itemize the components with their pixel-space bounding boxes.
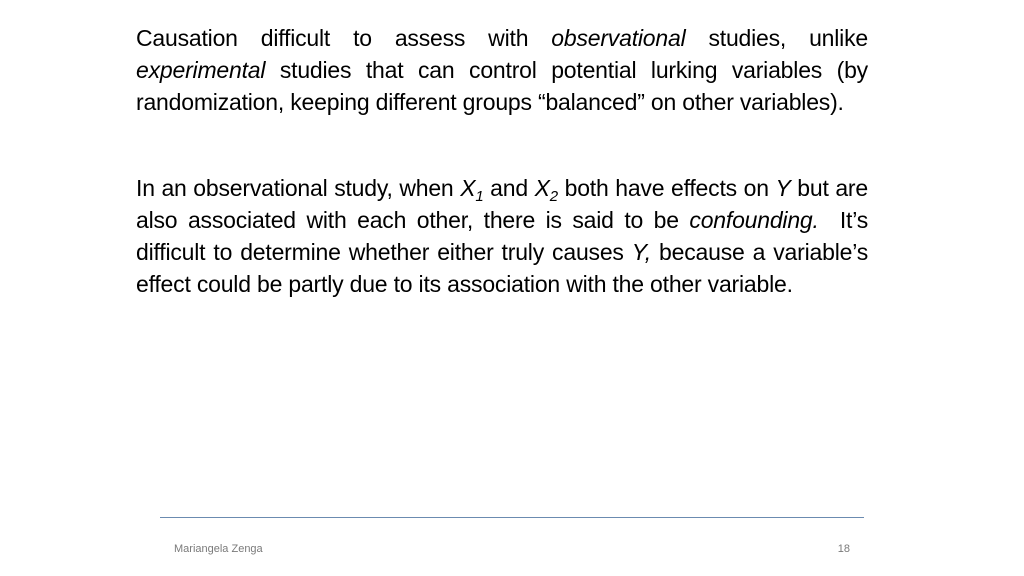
paragraph-confounding (136, 172, 875, 300)
variable-y: Y (775, 175, 791, 201)
emphasis-observational: observational (551, 25, 686, 51)
text-run: and (483, 175, 535, 201)
text-run: but are also associated with each other, there is said to be (136, 175, 868, 233)
emphasis-confounding: confounding. (689, 207, 819, 233)
variable-y-second: Y, (631, 239, 651, 265)
text-run: studies, unlike (685, 25, 868, 51)
variable-x2 (534, 175, 558, 205)
text-run: studies that can control potential lurking variables (by randomization, keeping different groups “balanced” on other variables). (136, 57, 868, 115)
slide-body (136, 22, 875, 300)
text-run: both have effects on (557, 175, 776, 201)
text-run: It’s difficult to determine whether either truly causes (136, 207, 875, 265)
variable-x1-subscript: 1 (475, 188, 484, 205)
footer-page-number: 18 (837, 543, 850, 555)
emphasis-experimental: experimental (136, 57, 266, 83)
footer-divider (160, 517, 864, 518)
variable-x2-letter: X (534, 175, 550, 201)
variable-x1-letter: X (460, 175, 476, 201)
paragraph-causation (136, 22, 868, 118)
text-run: Causation difficult to assess with (136, 25, 552, 51)
footer-author: Mariangela Zenga (174, 543, 263, 555)
variable-x1 (460, 175, 484, 205)
variable-x2-subscript: 2 (549, 188, 558, 205)
text-run: because a variable’s effect could be partly due to its association with the other variable. (136, 239, 868, 297)
text-run: In an observational study, when (136, 175, 461, 201)
